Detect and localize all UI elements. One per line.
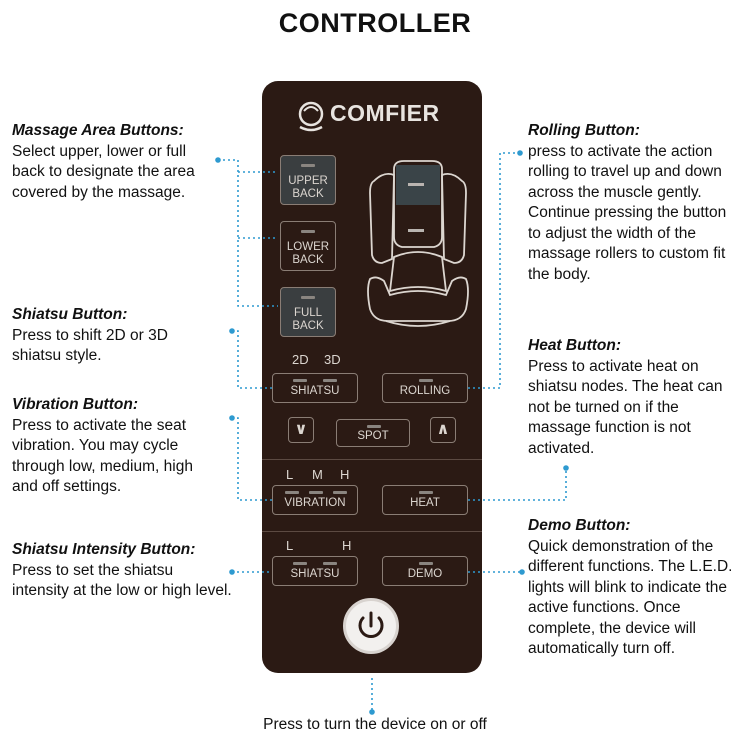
button-label: BACK — [292, 254, 324, 266]
button-label: SHIATSU — [290, 568, 340, 580]
led-indicator — [301, 230, 315, 233]
label-3d: 3D — [324, 352, 341, 367]
label-vib-low: L — [286, 467, 294, 482]
led-indicator — [419, 491, 433, 494]
demo-button[interactable] — [382, 556, 468, 586]
callout-rolling — [528, 121, 743, 285]
button-label: DEMO — [407, 568, 443, 580]
callout-description: Press to shift 2D or 3D shiatsu style. — [12, 326, 168, 364]
label-intensity-high: H — [342, 538, 352, 553]
led-low-indicator — [293, 562, 307, 565]
divider — [262, 531, 482, 532]
label-intensity-low: L — [286, 538, 294, 553]
callout-heat — [528, 336, 738, 459]
callout-description: Press to turn the device on or off — [263, 716, 487, 733]
callout-shiatsu — [12, 305, 212, 367]
logo-icon — [294, 99, 328, 133]
button-label: LOWER — [286, 241, 330, 253]
remote-controller — [262, 81, 482, 673]
heat-button[interactable] — [382, 485, 468, 515]
spot-button[interactable] — [336, 419, 410, 447]
button-label: UPPER — [288, 175, 328, 187]
callout-description: Select upper, lower or full back to designate the area covered by the massage. — [12, 142, 195, 201]
arrow-up-icon: ∧ — [436, 421, 450, 438]
callout-description: press to activate the action rolling to travel up and down across the muscle gently. Continue pressing the button to adjust the width of the massage rollers to custom fit the body. — [528, 142, 727, 283]
led-indicator — [367, 425, 381, 428]
callout-description: Quick demonstration of the different functions. The L.E.D. lights will blink to indicate the active functions. Once complete, the device will automatically turn off. — [528, 537, 733, 657]
callout-power — [0, 715, 750, 736]
led-high-indicator — [323, 562, 337, 565]
label-vib-medium: M — [312, 467, 323, 482]
callout-intensity — [12, 540, 232, 602]
callout-vibration — [12, 395, 222, 498]
callout-heading: Heat Button: — [528, 337, 621, 354]
callout-massage-area — [12, 121, 217, 203]
led-2d-indicator — [293, 379, 307, 382]
upper-back-button[interactable] — [280, 155, 336, 205]
power-button[interactable] — [343, 598, 399, 654]
power-icon — [346, 601, 396, 651]
label-vib-high: H — [340, 467, 350, 482]
page-title: CONTROLLER — [278, 8, 472, 38]
chair-icon — [364, 159, 472, 339]
callout-description: Press to activate heat on shiatsu nodes. The heat can not be turned on if the massage function is not activated. — [528, 357, 723, 457]
callout-heading: Demo Button: — [528, 517, 631, 534]
roll-down-button[interactable] — [288, 417, 314, 443]
button-label: BACK — [292, 320, 324, 332]
callout-heading: Rolling Button: — [528, 122, 640, 139]
led-indicator — [301, 296, 315, 299]
led-3d-indicator — [323, 379, 337, 382]
shiatsu-button[interactable] — [272, 373, 358, 403]
shiatsu-intensity-button[interactable] — [272, 556, 358, 586]
callout-heading: Massage Area Buttons: — [12, 122, 184, 139]
label-2d: 2D — [292, 352, 309, 367]
full-back-button[interactable] — [280, 287, 336, 337]
led-indicator — [301, 164, 315, 167]
button-label: SPOT — [357, 430, 389, 442]
led-low-indicator — [285, 491, 299, 494]
callout-heading: Shiatsu Button: — [12, 306, 128, 323]
callout-description: Press to activate the seat vibration. You may cycle through low, medium, high and off settings. — [12, 416, 193, 495]
roll-up-button[interactable] — [430, 417, 456, 443]
callout-heading: Shiatsu Intensity Button: — [12, 541, 196, 558]
callout-demo — [528, 516, 746, 660]
brand-name: COMFIER — [330, 100, 440, 126]
brand-logo — [262, 99, 482, 135]
button-label: SHIATSU — [290, 385, 340, 397]
callout-heading: Vibration Button: — [12, 396, 138, 413]
led-medium-indicator — [309, 491, 323, 494]
callout-description: Press to set the shiatsu intensity at the low or high level. — [12, 561, 232, 599]
led-indicator — [419, 379, 433, 382]
led-high-indicator — [333, 491, 347, 494]
button-label: ROLLING — [399, 385, 451, 397]
button-label: HEAT — [410, 497, 440, 509]
vibration-button[interactable] — [272, 485, 358, 515]
lower-back-button[interactable] — [280, 221, 336, 271]
rolling-button[interactable] — [382, 373, 468, 403]
button-label: BACK — [292, 188, 324, 200]
arrow-down-icon: ∨ — [294, 421, 308, 438]
button-label: VIBRATION — [284, 497, 346, 509]
button-label: FULL — [293, 307, 323, 319]
led-indicator — [419, 562, 433, 565]
divider — [262, 459, 482, 460]
